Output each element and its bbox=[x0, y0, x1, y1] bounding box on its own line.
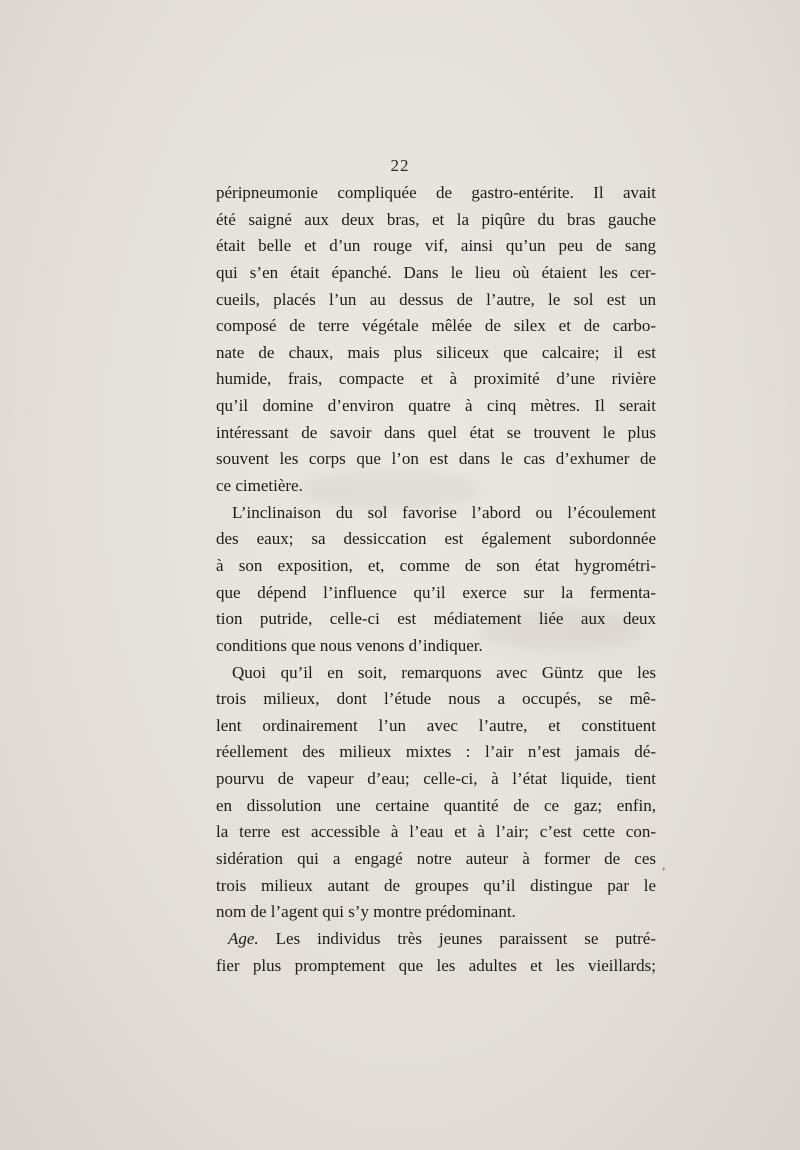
stray-mark: , bbox=[662, 858, 666, 873]
text-line: conditions que nous venons d’indiquer. bbox=[216, 635, 483, 655]
text-line: ce cimetière. bbox=[216, 476, 303, 496]
text-line bbox=[216, 926, 656, 953]
text-line: Quoi qu’il en soit, remarquons avec Güntz que les bbox=[232, 662, 656, 682]
text-line: trois milieux, dont l’étude nous a occupés, se mê- bbox=[216, 689, 656, 709]
text-line: intéressant de savoir dans quel état se trouvent le plus bbox=[216, 422, 656, 442]
text-line: qu’il domine d’environ quatre à cinq mètres. Il serait bbox=[216, 396, 656, 416]
text-line: réellement des milieux mixtes : l’air n’est jamais dé- bbox=[216, 742, 656, 762]
text-line: fier plus promptement que les adultes et les vieillards; bbox=[216, 955, 656, 975]
text-line: humide, frais, compacte et à proximité d’une rivière bbox=[216, 369, 656, 389]
text-line: été saigné aux deux bras, et la piqûre du bras gauche bbox=[216, 209, 656, 229]
text-line: trois milieux autant de groupes qu’il distingue par le bbox=[216, 875, 656, 895]
text-line: que dépend l’influence qu’il exerce sur la fermenta- bbox=[216, 582, 656, 602]
text-line: en dissolution une certaine quantité de ce gaz; enfin, bbox=[216, 795, 656, 815]
text-line: péripneumonie compliquée de gastro-entérite. Il avait bbox=[216, 183, 656, 202]
text-line: nate de chaux, mais plus siliceux que calcaire; il est bbox=[216, 342, 656, 362]
text-line: cueils, placés l’un au dessus de l’autre, le sol est un bbox=[216, 289, 656, 309]
section-lead: Age. bbox=[228, 928, 259, 948]
text-line: était belle et d’un rouge vif, ainsi qu’un peu de sang bbox=[216, 236, 656, 256]
text-line: sidération qui a engagé notre auteur à former de ces bbox=[216, 849, 656, 869]
text-line: souvent les corps que l’on est dans le cas d’exhumer de bbox=[216, 449, 656, 469]
text-line: composé de terre végétale mêlée de silex et de carbo- bbox=[216, 316, 656, 336]
text-line: des eaux; sa dessiccation est également subordonnée bbox=[216, 529, 656, 549]
text-line: qui s’en était épanché. Dans le lieu où étaient les cer- bbox=[216, 262, 656, 282]
text-run: Les individus très jeunes paraissent se putré- bbox=[258, 928, 656, 948]
page-number: 22 bbox=[390, 156, 410, 175]
text-line: tion putride, celle-ci est médiatement liée aux deux bbox=[216, 609, 656, 629]
text-line: L’inclinaison du sol favorise l’abord ou l’écoulement bbox=[232, 502, 656, 522]
body-text bbox=[216, 180, 656, 979]
text-line: à son exposition, et, comme de son état hygrométri- bbox=[216, 555, 656, 575]
text-line: lent ordinairement l’un avec l’autre, et constituent bbox=[216, 715, 656, 735]
text-line: nom de l’agent qui s’y montre prédominant. bbox=[216, 902, 516, 922]
text-line: pourvu de vapeur d’eau; celle-ci, à l’état liquide, tient bbox=[216, 769, 656, 789]
text-line: la terre est accessible à l’eau et à l’air; c’est cette con- bbox=[216, 822, 656, 842]
